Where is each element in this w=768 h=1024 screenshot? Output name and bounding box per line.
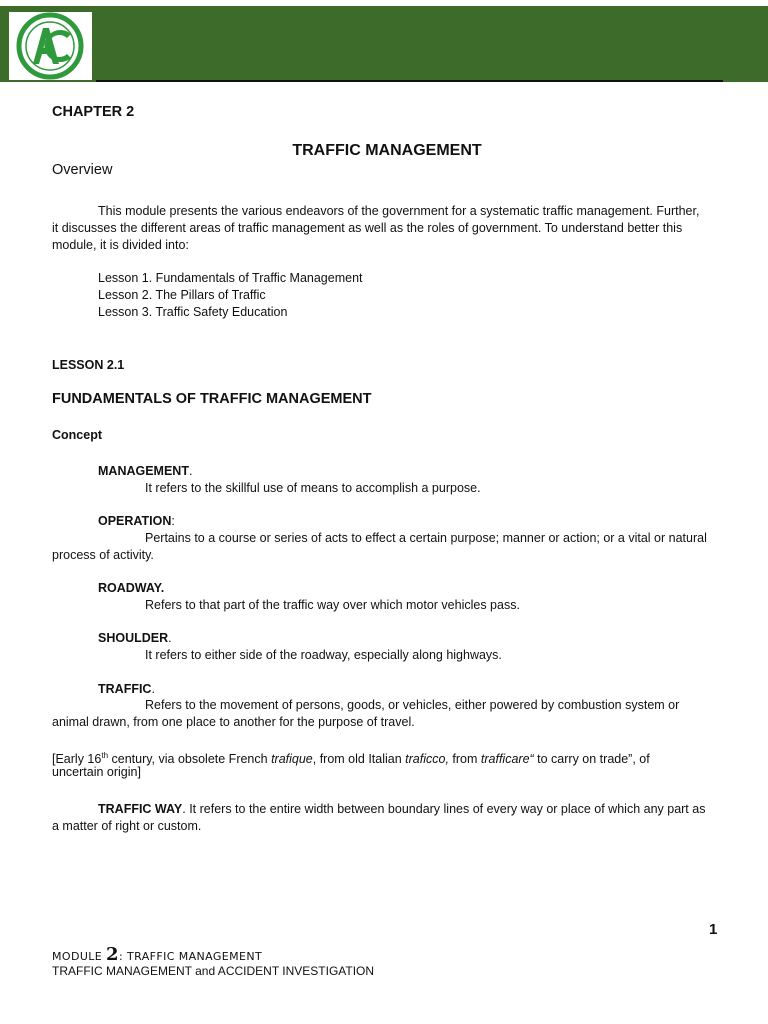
intro-line-1: This module presents the various endeavors of the government for a systematic traffic management. Further, [98,204,700,218]
intro-line-2: it discusses the different areas of traffic management as well as the roles of government. To understand better this [52,221,683,235]
lesson-list-item-3: Lesson 3. Traffic Safety Education [98,305,288,319]
concept-heading: Concept [52,428,102,442]
definition-shoulder: It refers to either side of the roadway, especially along highways. [145,648,502,662]
etymology-line-2: uncertain origin] [52,765,141,779]
term-roadway: ROADWAY. [98,581,165,595]
lesson-title: FUNDAMENTALS OF TRAFFIC MANAGEMENT [52,391,372,407]
page-number: 1 [709,921,718,938]
term-shoulder: SHOULDER. [98,631,172,645]
intro-line-3: module, it is divided into: [52,238,189,252]
term-traffic-way: TRAFFIC WAY. It refers to the entire width between boundary lines of every way or place of which any part as [98,802,706,816]
college-seal-icon [9,12,92,80]
lesson-list-item-1: Lesson 1. Fundamentals of Traffic Management [98,271,363,285]
overview-heading: Overview [52,162,113,178]
header-band [0,6,768,82]
definition-roadway: Refers to that part of the traffic way over which motor vehicles pass. [145,598,520,612]
definition-operation-line-1: Pertains to a course or series of acts to effect a certain purpose; manner or action; or a vital or natural [145,531,707,545]
lesson-label: LESSON 2.1 [52,358,125,372]
page-title: TRAFFIC MANAGEMENT [292,142,482,159]
definition-traffic-way-line-2: a matter of right or custom. [52,819,202,833]
etymology-line-1: [Early 16th century, via obsolete French trafique, from old Italian traficco, from trafficare“ to carry on trade”, of [52,751,650,767]
lesson-list-item-2: Lesson 2. The Pillars of Traffic [98,288,266,302]
term-management: MANAGEMENT. [98,464,193,478]
definition-management: It refers to the skillful use of means to accomplish a purpose. [145,481,481,495]
term-operation: OPERATION: [98,514,175,528]
definition-traffic-line-1: Refers to the movement of persons, goods, or vehicles, either powered by combustion system or [145,698,680,712]
footer-module-label: MODULE 2: TRAFFIC MANAGEMENT [52,944,263,965]
college-logo [9,12,92,80]
definition-operation-line-2: process of activity. [52,548,154,562]
term-traffic: TRAFFIC. [98,682,155,696]
definition-traffic-line-2: animal drawn, from one place to another for the purpose of travel. [52,715,415,729]
footer-course-title: TRAFFIC MANAGEMENT and ACCIDENT INVESTIGATION [52,964,375,978]
header-rule [96,80,723,82]
chapter-label: CHAPTER 2 [52,104,135,120]
